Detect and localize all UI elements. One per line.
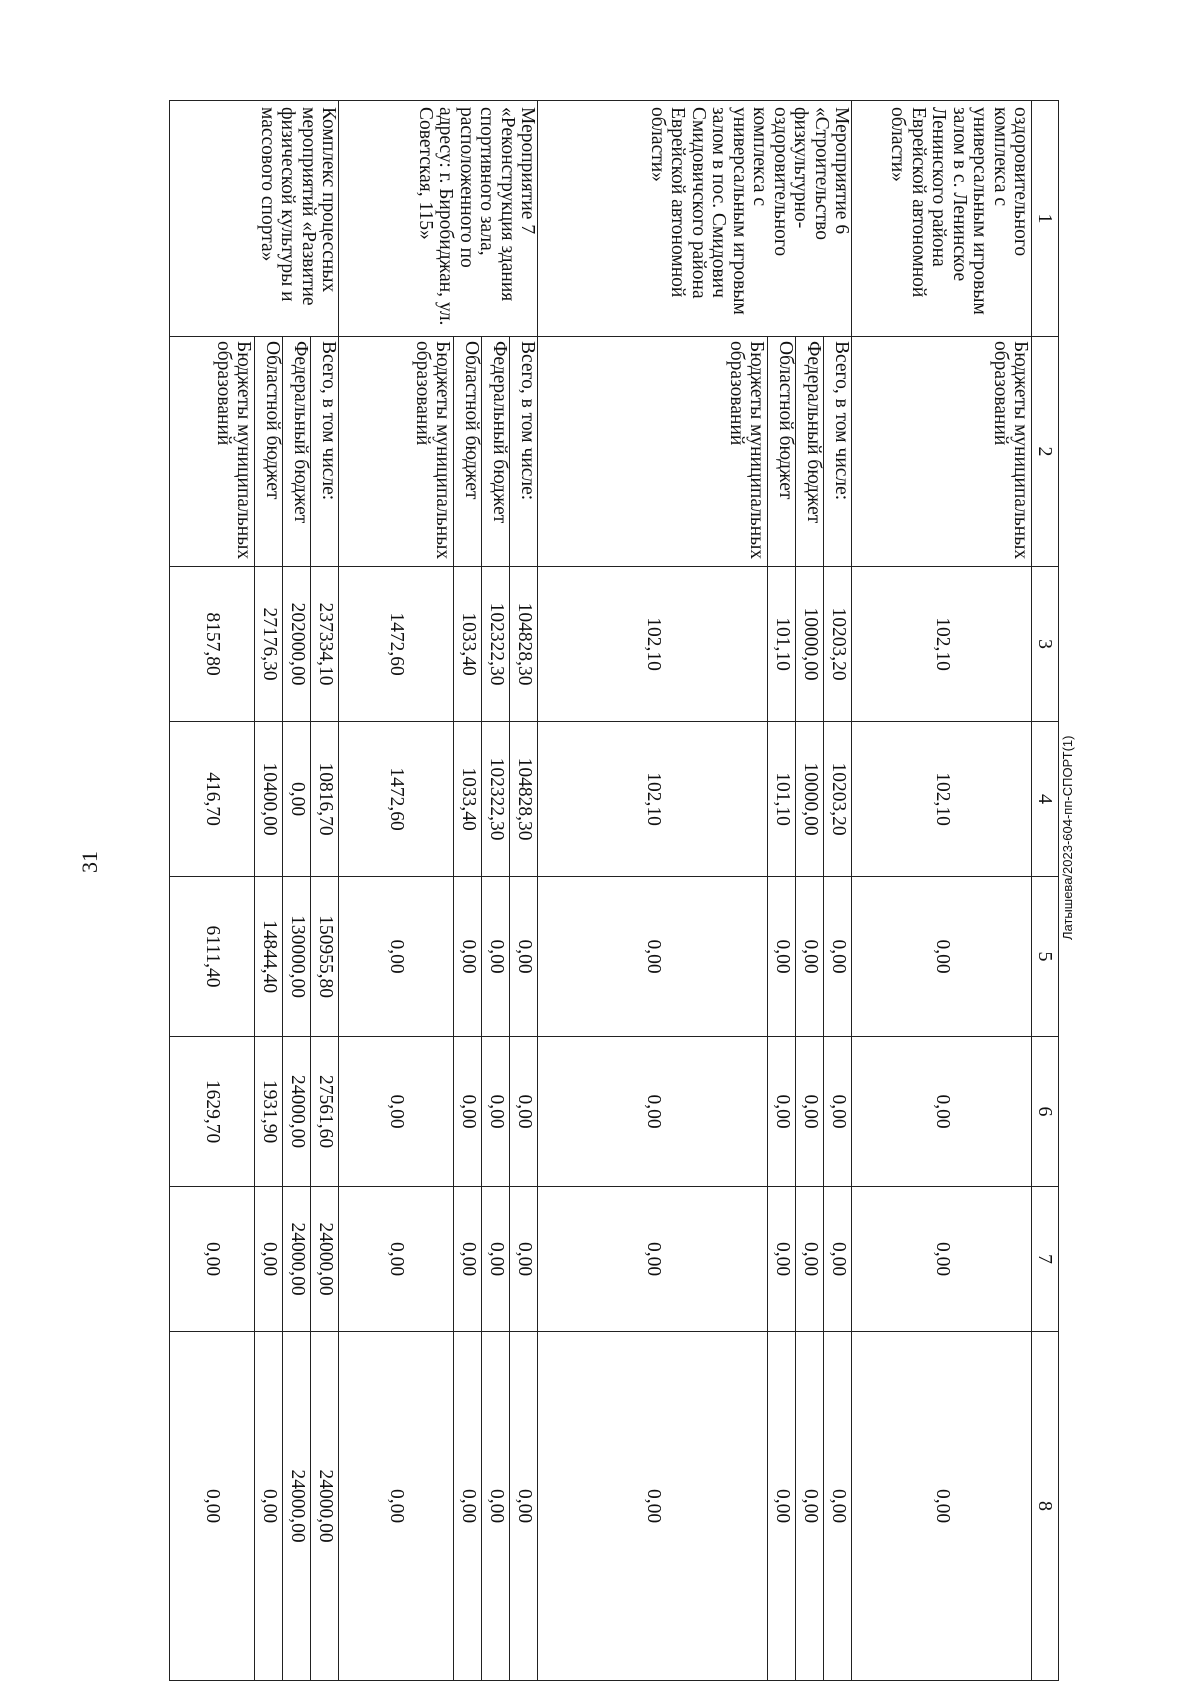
budget-source: Всего, в том числе: (510, 337, 538, 567)
value-cell: 0,00 (824, 1187, 852, 1332)
value-cell: 0,00 (852, 1332, 1032, 1681)
event-name: оздоровительного комплекса с универсальным игровым залом в с. Ленинское Ленинского района Еврейской автономной области» (852, 101, 1032, 337)
value-cell: 0,00 (796, 1037, 824, 1187)
table-row (339, 101, 454, 1681)
value-cell: 10203,20 (824, 567, 852, 722)
table-row (824, 101, 852, 1681)
value-cell: 102,10 (538, 722, 768, 877)
value-cell: 104828,30 (510, 722, 538, 877)
budget-source: Бюджеты муниципальных образований (339, 337, 454, 567)
value-cell: 102322,30 (482, 567, 510, 722)
value-cell: 0,00 (824, 877, 852, 1037)
table-row (482, 101, 510, 1681)
value-cell: 0,00 (796, 877, 824, 1037)
column-header: 5 (1032, 877, 1059, 1037)
value-cell: 102,10 (852, 722, 1032, 877)
value-cell: 0,00 (796, 1187, 824, 1332)
table-row (768, 101, 796, 1681)
event-name: Мероприятие 7 «Реконструкция здания спортивного зала, расположенного по адресу: г. Биробиджан, ул. Советская, 115» (339, 101, 538, 337)
event-name: Мероприятие 6 «Строительство физкультурно-оздоровительного комплекса с универсальным игровым залом в пос. Смидович Смидовичского района Еврейской автономной области» (538, 101, 852, 337)
value-cell: 0,00 (255, 1187, 283, 1332)
value-cell: 150955,80 (311, 877, 339, 1037)
value-cell: 27561,60 (311, 1037, 339, 1187)
budget-source: Бюджеты муниципальных образований (538, 337, 768, 567)
value-cell: 8157,80 (170, 567, 255, 722)
budget-table (169, 100, 1059, 1681)
value-cell: 202000,00 (283, 567, 311, 722)
budget-table-container (169, 100, 1059, 1680)
budget-source: Всего, в том числе: (311, 337, 339, 567)
budget-source: Федеральный бюджет (796, 337, 824, 567)
column-header: 4 (1032, 722, 1059, 877)
value-cell: 27176,30 (255, 567, 283, 722)
value-cell: 102,10 (852, 567, 1032, 722)
value-cell: 0,00 (824, 1037, 852, 1187)
value-cell: 101,10 (768, 722, 796, 877)
table-row (454, 101, 482, 1681)
value-cell: 1033,40 (454, 567, 482, 722)
value-cell: 10400,00 (255, 722, 283, 877)
value-cell: 0,00 (796, 1332, 824, 1681)
value-cell: 0,00 (454, 1187, 482, 1332)
value-cell: 24000,00 (283, 1332, 311, 1681)
column-header: 7 (1032, 1187, 1059, 1332)
value-cell: 0,00 (852, 1037, 1032, 1187)
value-cell: 24000,00 (311, 1332, 339, 1681)
value-cell: 0,00 (454, 1037, 482, 1187)
header-row (1032, 101, 1059, 1681)
value-cell: 0,00 (538, 1187, 768, 1332)
value-cell: 1472,60 (339, 722, 454, 877)
budget-source: Федеральный бюджет (283, 337, 311, 567)
table-row (852, 101, 1032, 1681)
table-row (796, 101, 824, 1681)
value-cell: 0,00 (454, 877, 482, 1037)
value-cell: 0,00 (170, 1332, 255, 1681)
budget-source: Областной бюджет (454, 337, 482, 567)
value-cell: 0,00 (454, 1332, 482, 1681)
value-cell: 0,00 (482, 1332, 510, 1681)
value-cell: 0,00 (170, 1187, 255, 1332)
value-cell: 0,00 (339, 1187, 454, 1332)
value-cell: 0,00 (283, 722, 311, 877)
budget-source: Бюджеты муниципальных образований (170, 337, 255, 567)
budget-source: Бюджеты муниципальных образований (852, 337, 1032, 567)
value-cell: 10816,70 (311, 722, 339, 877)
table-row (510, 101, 538, 1681)
value-cell: 102322,30 (482, 722, 510, 877)
value-cell: 130000,00 (283, 877, 311, 1037)
value-cell: 0,00 (768, 877, 796, 1037)
value-cell: 24000,00 (283, 1187, 311, 1332)
value-cell: 0,00 (482, 1187, 510, 1332)
value-cell: 0,00 (768, 1332, 796, 1681)
value-cell: 0,00 (482, 1037, 510, 1187)
column-header: 3 (1032, 567, 1059, 722)
table-row (538, 101, 768, 1681)
budget-source: Областной бюджет (255, 337, 283, 567)
column-header: 2 (1032, 337, 1059, 567)
document-code: Латышева/2023-604-пп-СПОРТ(1) (1060, 735, 1075, 940)
value-cell: 0,00 (339, 877, 454, 1037)
value-cell: 0,00 (824, 1332, 852, 1681)
value-cell: 10203,20 (824, 722, 852, 877)
table-row (255, 101, 283, 1681)
value-cell: 237334,10 (311, 567, 339, 722)
value-cell: 10000,00 (796, 722, 824, 877)
page-number: 31 (77, 851, 102, 873)
value-cell: 104828,30 (510, 567, 538, 722)
budget-source: Федеральный бюджет (482, 337, 510, 567)
value-cell: 6111,40 (170, 877, 255, 1037)
value-cell: 0,00 (768, 1037, 796, 1187)
budget-source: Всего, в том числе: (824, 337, 852, 567)
value-cell: 0,00 (510, 1332, 538, 1681)
value-cell: 101,10 (768, 567, 796, 722)
value-cell: 24000,00 (311, 1187, 339, 1332)
value-cell: 1931,90 (255, 1037, 283, 1187)
value-cell: 416,70 (170, 722, 255, 877)
value-cell: 0,00 (255, 1332, 283, 1681)
value-cell: 1629,70 (170, 1037, 255, 1187)
table-row (283, 101, 311, 1681)
table-row (311, 101, 339, 1681)
value-cell: 1033,40 (454, 722, 482, 877)
column-header: 8 (1032, 1332, 1059, 1681)
value-cell: 14844,40 (255, 877, 283, 1037)
value-cell: 0,00 (482, 877, 510, 1037)
value-cell: 1472,60 (339, 567, 454, 722)
value-cell: 0,00 (538, 877, 768, 1037)
value-cell: 0,00 (768, 1187, 796, 1332)
column-header: 1 (1032, 101, 1059, 337)
value-cell: 0,00 (510, 1037, 538, 1187)
value-cell: 10000,00 (796, 567, 824, 722)
column-header: 6 (1032, 1037, 1059, 1187)
table-row (170, 101, 255, 1681)
event-name: Комплекс процессных мероприятий «Развитие физической культуры и массового спорта» (170, 101, 339, 337)
value-cell: 0,00 (339, 1037, 454, 1187)
value-cell: 0,00 (852, 877, 1032, 1037)
value-cell: 0,00 (538, 1037, 768, 1187)
value-cell: 102,10 (538, 567, 768, 722)
value-cell: 0,00 (339, 1332, 454, 1681)
value-cell: 0,00 (538, 1332, 768, 1681)
value-cell: 0,00 (852, 1187, 1032, 1332)
value-cell: 0,00 (510, 877, 538, 1037)
value-cell: 0,00 (510, 1187, 538, 1332)
value-cell: 24000,00 (283, 1037, 311, 1187)
budget-source: Областной бюджет (768, 337, 796, 567)
